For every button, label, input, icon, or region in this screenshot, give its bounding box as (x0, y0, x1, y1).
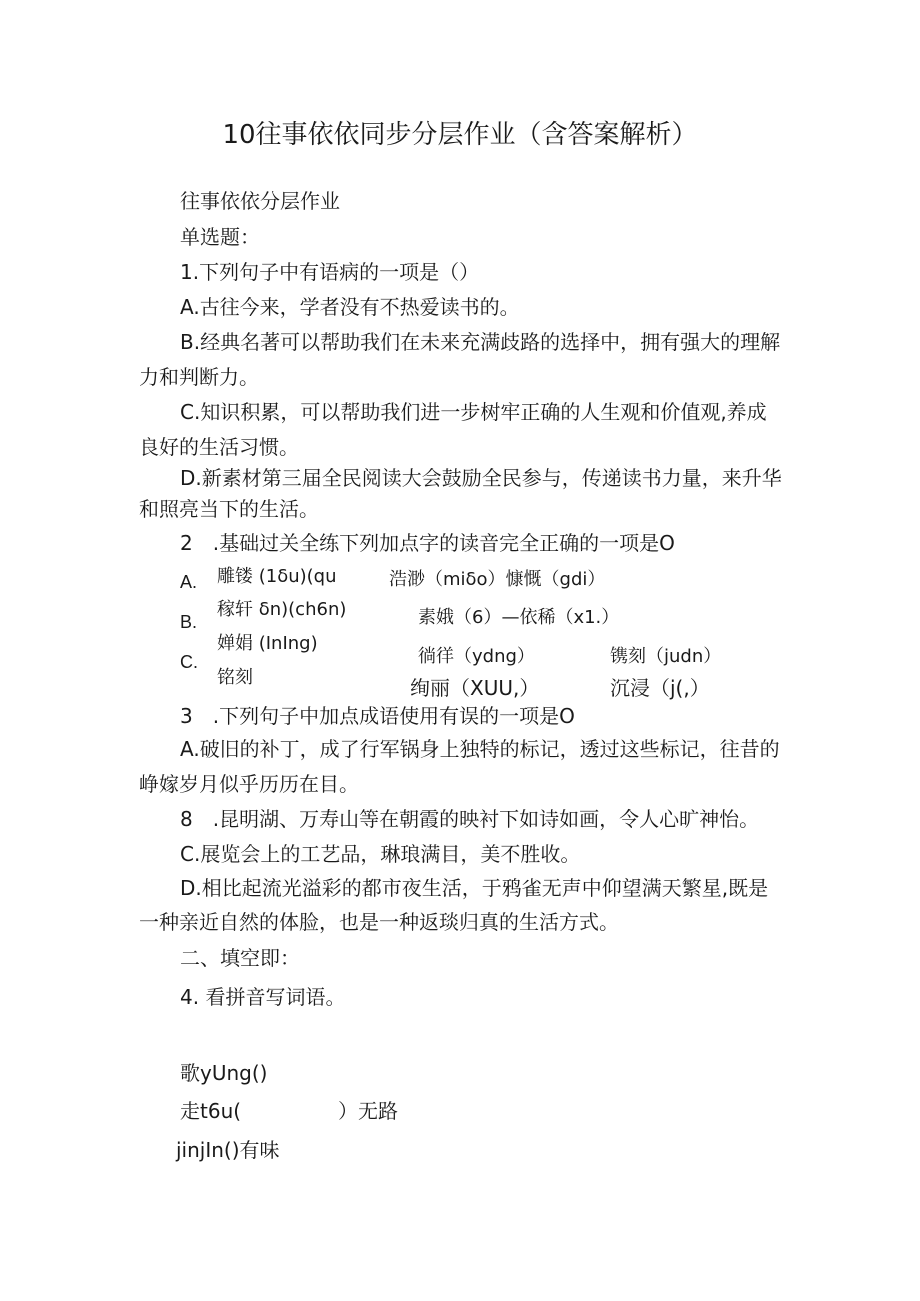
q3-option-a-line1: A.破旧的补丁，成了行军锅身上独特的标记，透过这些标记，往昔的 (180, 737, 780, 761)
q2-cutoff-text-1: 绚丽（XUU,） (410, 676, 540, 700)
q1-option-b-line2: 力和判断力。 (139, 365, 259, 389)
q1-option-a: A.古往今来，学者没有不热爱读书的。 (180, 295, 520, 319)
q3-option-a-line2: 峥嫁岁月似乎历历在目。 (139, 772, 359, 796)
q2-cutoff-text-2: 沉浸（j(,） (610, 676, 710, 700)
q3-option-d-line2: 一种亲近自然的体脸，也是一种返琰归真的生活方式。 (139, 910, 619, 934)
section-single-choice: 单选题： (180, 225, 260, 249)
q2-option-a-part2: 浩渺（miδo）慷慨（gdi） (389, 569, 606, 590)
q4-word-2-end: ）无路 (338, 1099, 398, 1123)
q1-stem: 1.下列句子中有语病的一项是（） (180, 260, 480, 284)
q3-option-d-line1: D.相比起流光溢彩的都市夜生活，于鸦雀无声中仰望满天繁星,既是 (180, 876, 769, 900)
q1-option-b-line1: B.经典名著可以帮助我们在未来充满歧路的选择中，拥有强大的理解 (180, 330, 781, 354)
q2-option-c-part4: 铭刻 (217, 667, 253, 688)
q2-option-c-part3: 镌刻（judn） (610, 646, 722, 667)
q3-option-c: C.展览会上的工艺品，琳琅满目，美不胜收。 (180, 842, 581, 866)
q4-word-1: 歌yUng() (180, 1061, 268, 1085)
q2-option-a-part1: 雕镂 (1δu)(qu (217, 566, 337, 587)
q1-option-d-line2: 和照亮当下的生活。 (139, 497, 319, 521)
q4-stem: 4. 看拼音写词语。 (180, 985, 346, 1009)
q2-cutoff-row (400, 676, 720, 700)
q4-word-3: jinjIn()有味 (176, 1138, 280, 1162)
q3-option-b: 8 .昆明湖、万寿山等在朝霞的映衬下如诗如画，令人心旷神怡。 (180, 807, 760, 831)
q2-option-c-part2: 徜徉（ydng） (418, 646, 535, 667)
q1-option-c-line2: 良好的生活习惯。 (139, 435, 299, 459)
q4-word-2-start: 走t6u( (180, 1099, 242, 1123)
q1-option-c-line1: C.知识积累，可以帮助我们进一步树牢正确的人生观和价值观,养成 (180, 400, 767, 424)
q2-option-c-label: C. (180, 652, 198, 672)
q2-stem: 2 .基础过关全练下列加点字的读音完全正确的一项是O (180, 531, 675, 555)
section-fill-in: 二、填空即： (180, 946, 300, 970)
q1-option-d-line1: D.新素材第三届全民阅读大会鼓励全民参与，传递读书力量，来升华 (180, 466, 782, 490)
subtitle: 往事依依分层作业 (180, 189, 340, 213)
q2-option-a-label: A. (180, 572, 198, 592)
q3-stem: 3 .下列句子中加点成语使用有误的一项是O (180, 704, 575, 728)
q2-option-b-label: B. (180, 612, 198, 632)
q2-option-b-part1: 稼轩 δn)(ch6n) (217, 599, 347, 620)
q2-option-c-part1: 婵娟 (InIng) (217, 633, 318, 654)
q2-option-b-part2: 素娥（6）—依稀（x1.） (418, 607, 620, 628)
document-title: 10往事依依同步分层作业（含答案解析） (222, 120, 698, 150)
